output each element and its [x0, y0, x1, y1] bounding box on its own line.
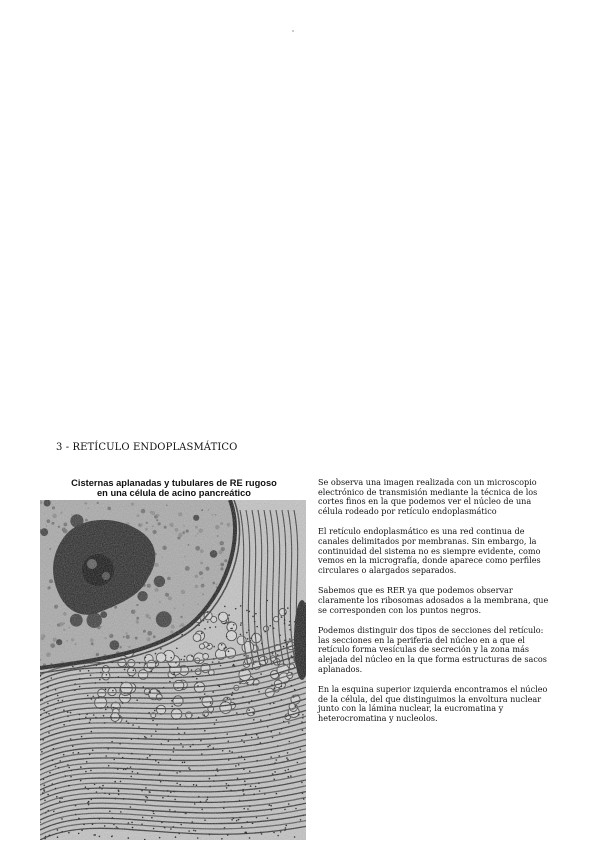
micrograph-image [40, 500, 306, 840]
paragraph-5: En la esquina superior izquierda encontramos el núcleo de la célula, del que distinguimos la envoltura nuclear junto con la lámina nuclear, la eucromatina y heterocromatina y nucleolos. [318, 684, 548, 723]
paragraph-3: Sabemos que es RER ya que podemos observar claramente los ribosomas adosados a la membrana, que se corresponden con los puntos negros. [318, 585, 549, 615]
section-title: 3 - RETÍCULO ENDOPLASMÁTICO [56, 442, 238, 453]
paragraph-1: Se observa una imagen realizada con un microscopio electrónico de transmisión mediante la técnica de los cortes finos en la que podemos ver el núcleo de una célula rodeado por retículo endoplasmático [318, 477, 538, 516]
body-text [318, 478, 550, 734]
page-speck [292, 30, 294, 32]
figure-caption-line-1: Cisternas aplanadas y tubulares de RE rugoso [71, 478, 277, 488]
figure-caption-line-2: en una célula de acino pancreático [97, 488, 251, 498]
figure-caption [42, 478, 306, 498]
paragraph-2: El retículo endoplasmático es una red continua de canales delimitados por membranas. Sin embargo, la continuidad del sistema no es siempre evidente, como vemos en la micrografía, donde aparece como perfiles circulares o alargados separados. [318, 526, 541, 575]
paragraph-4: Podemos distinguir dos tipos de secciones del retículo: las secciones en la periferia del núcleo en a que el retículo forma vesículas de secreción y la zona más alejada del núcleo en la que forma estructuras de sacos aplanados. [318, 625, 547, 674]
electron-micrograph [40, 500, 306, 840]
